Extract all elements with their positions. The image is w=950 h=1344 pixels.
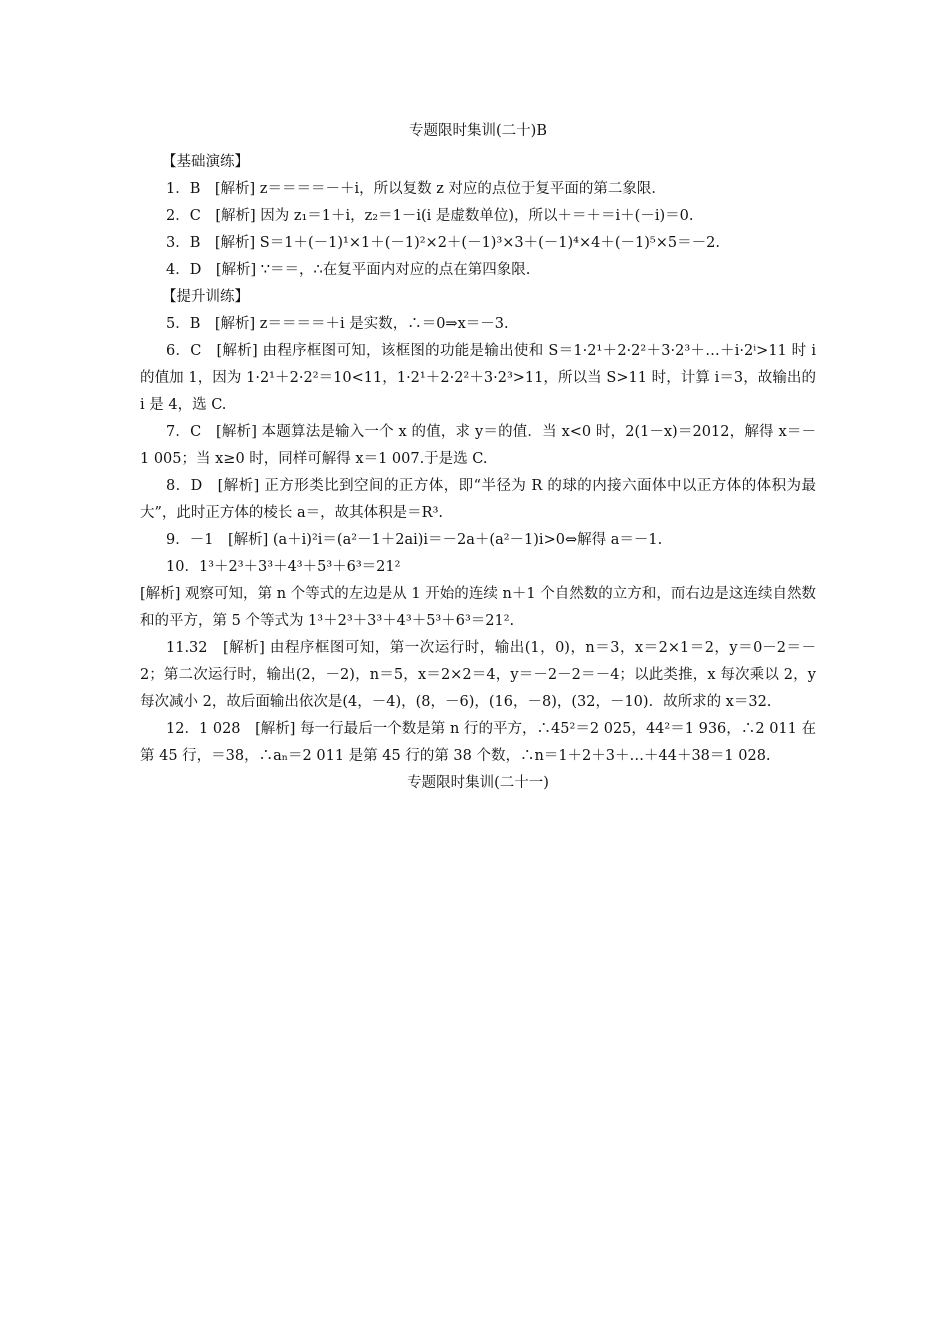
answer-item-9: 9．－1 [解析] (a＋i)²i＝(a²－1＋2ai)i＝－2a＋(a²－1)i>0⇔解得 a＝－1. — [166, 532, 663, 548]
answer-item-3: 3．B [解析] S＝1＋(－1)¹×1＋(－1)²×2＋(－1)³×3＋(－1)⁴×4＋(－1)⁵×5＝－2. — [166, 235, 720, 251]
answer-item-6: 6．C [解析] 由程序框图可知，该框图的功能是输出使和 S＝1·2¹＋2·2²＋3·2³＋…＋i·2ⁱ>11 时 i 的值加 1，因为 1·2¹＋2·2²＝10<11，1·2¹＋2·2²＋3·2³>11，所以当 S>11 时，计算 i＝3，故输出的 i 是 4，选 C. — [140, 343, 816, 413]
answer-item-2: 2．C [解析] 因为 z₁＝1＋i，z₂＝1－i(i 是虚数单位)，所以＋＝＋＝i＋(－i)＝0. — [166, 208, 694, 224]
answer-item-1: 1．B [解析] z＝＝＝＝－＋i，所以复数 z 对应的点位于复平面的第二象限． — [166, 181, 666, 197]
answer-item-11: 11.32 [解析] 由程序框图可知，第一次运行时，输出(1，0)，n＝3，x＝2×1＝2，y＝0－2＝－2；第二次运行时，输出(2，－2)，n＝5，x＝2×2＝4，y＝－2－2＝－4；以此类推，x 每次乘以 2，y 每次减小 2，故后面输出依次是(4，－4)，(8，－6)，(16，－8)，(32，－10)．故所求的 x＝32. — [140, 640, 816, 710]
doc-title: 专题限时集训(二十)B — [409, 123, 547, 139]
answer-item-8: 8．D [解析] 正方形类比到空间的正方体，即“半径为 R 的球的内接六面体中以正方体的体积为最大”，此时正方体的棱长 a＝，故其体积是＝R³. — [140, 478, 816, 521]
section-advanced-practice: 【提升训练】 — [162, 289, 249, 305]
answer-item-4: 4．D [解析] ∵＝＝，∴在复平面内对应的点在第四象限. — [166, 262, 531, 278]
answer-item-10: 10．1³＋2³＋3³＋4³＋5³＋6³＝21² — [166, 559, 401, 575]
answer-item-12: 12．1 028 [解析] 每一行最后一个数是第 n 行的平方，∴45²＝2 025，44²＝1 936，∴2 011 在第 45 行，＝38，∴aₙ＝2 011 是第 45 行的第 38 个数，∴n＝1＋2＋3＋…＋44＋38＝1 028. — [140, 721, 816, 764]
next-section-title: 专题限时集训(二十一) — [407, 775, 549, 791]
document-content — [140, 118, 816, 801]
answer-item-5: 5．B [解析] z＝＝＝＝＋i 是实数，∴＝0⇒x＝－3. — [166, 316, 509, 332]
answer-item-7: 7．C [解析] 本题算法是输入一个 x 的值，求 y＝的值．当 x<0 时，2(1－x)＝2012，解得 x＝－1 005；当 x≥0 时，同样可解得 x＝1 007.于是选 C. — [140, 424, 816, 467]
answer-item-10-analysis: [解析] 观察可知，第 n 个等式的左边是从 1 开始的连续 n＋1 个自然数的立方和，而右边是这连续自然数和的平方，第 5 个等式为 1³＋2³＋3³＋4³＋5³＋6³＝21². — [140, 586, 816, 629]
section-basic-practice: 【基础演练】 — [162, 154, 249, 170]
